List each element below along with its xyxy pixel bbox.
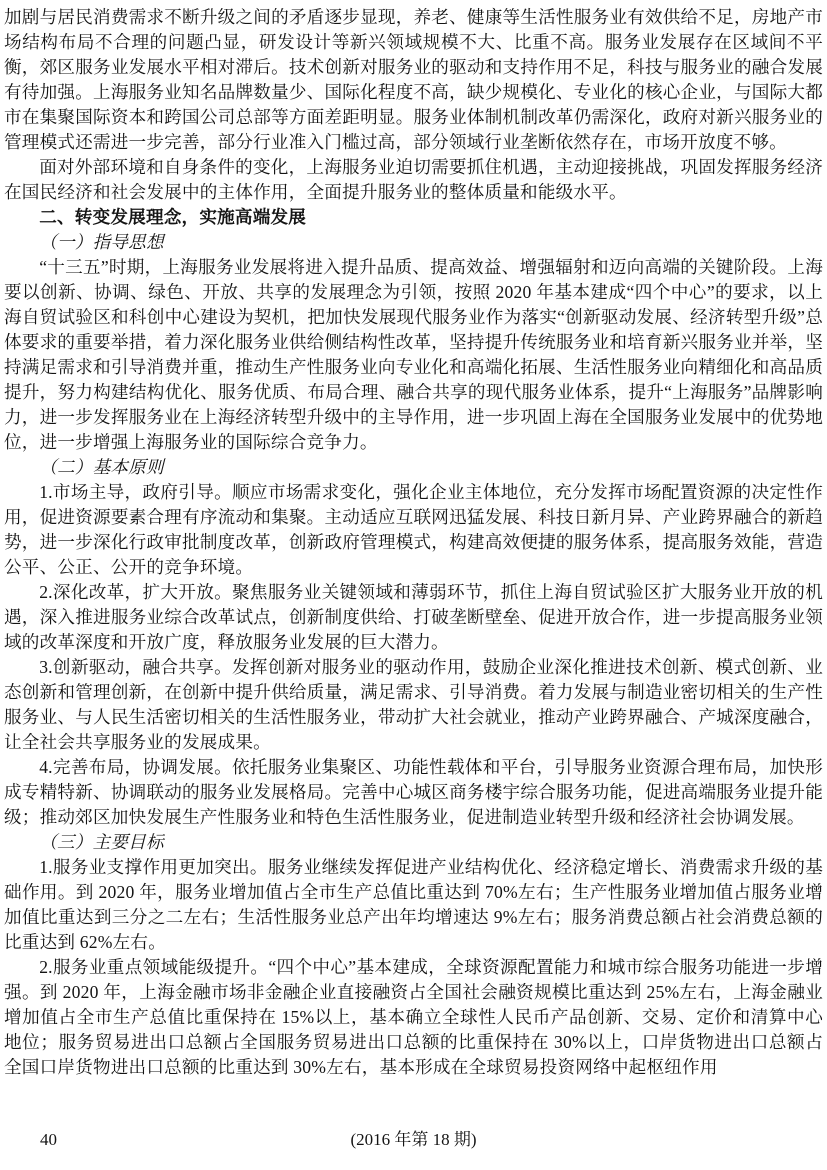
page-number: 40 — [40, 1130, 57, 1149]
subsection-heading: （二）基本原则 — [39, 457, 164, 477]
paragraph: 1.服务业支撑作用更加突出。服务业继续发挥促进产业结构优化、经济稳定增长、消费需求升级的基础作用。到 2020 年，服务业增加值占全市生产总值比重达到 70%左右；生产性服务业增加值占服务业增加值比重达到三分之二左右；生活性服务业总产出年均增速达 9%左右；服务消费总额占社会消费总额的比重达到 62%左右。 — [4, 857, 823, 952]
paragraph: 面对外部环境和自身条件的变化，上海服务业迫切需要抓住机遇，主动迎接挑战，巩固发挥服务经济在国民经济和社会发展中的主体作用，全面提升服务业的整体质量和能级水平。 — [4, 157, 823, 202]
paragraph: 3.创新驱动，融合共享。发挥创新对服务业的驱动作用，鼓励企业深化推进技术创新、模式创新、业态创新和管理创新，在创新中提升供给质量，满足需求、引导消费。着力发展与制造业密切相关的生产性服务业、与人民生活密切相关的生活性服务业，带动扩大社会就业，推动产业跨界融合、产城深度融合，让全社会共享服务业的发展成果。 — [4, 657, 823, 752]
page-footer — [0, 1127, 827, 1153]
paragraph: 4.完善布局，协调发展。依托服务业集聚区、功能性载体和平台，引导服务业资源合理布局，加快形成专精特新、协调联动的服务业发展格局。完善中心城区商务楼宇综合服务功能，促进高端服务业提升能级；推动郊区加快发展生产性服务业和特色生活性服务业，促进制造业转型升级和经济社会协调发展。 — [4, 757, 823, 827]
paragraph: 加剧与居民消费需求不断升级之间的矛盾逐步显现，养老、健康等生活性服务业有效供给不足，房地产市场结构布局不合理的问题凸显，研发设计等新兴领域规模不大、比重不高。服务业发展存在区域间不平衡，郊区服务业发展水平相对滞后。技术创新对服务业的驱动和支持作用不足，科技与服务业的融合发展有待加强。上海服务业知名品牌数量少、国际化程度不高，缺少规模化、专业化的核心企业，与国际大都市在集聚国际资本和跨国公司总部等方面差距明显。服务业体制机制改革仍需深化，政府对新兴服务业的管理模式还需进一步完善，部分行业准入门槛过高，部分领域行业垄断依然存在，市场开放度不够。 — [4, 7, 823, 152]
paragraph: 2.服务业重点领域能级提升。“四个中心”基本建成，全球资源配置能力和城市综合服务功能进一步增强。到 2020 年，上海金融市场非金融企业直接融资占全国社会融资规模比重达到 25%左右，上海金融业增加值占全市生产总值比重保持在 15%以上，基本确立全球性人民币产品创新、交易、定价和清算中心地位；服务贸易进出口总额占全国服务贸易进出口总额的比重保持在 30%以上，口岸货物进出口总额占全国口岸货物进出口总额的比重达到 30%左右，基本形成在全球贸易投资网络中起枢纽作用 — [4, 957, 823, 1077]
paragraph: 1.市场主导，政府引导。顺应市场需求变化，强化企业主体地位，充分发挥市场配置资源的决定性作用，促进资源要素合理有序流动和集聚。主动适应互联网迅猛发展、科技日新月异、产业跨界融合的新趋势，进一步深化行政审批制度改革，创新政府管理模式，构建高效便捷的服务体系，提高服务效能，营造公平、公正、公开的竞争环境。 — [4, 482, 823, 577]
subsection-heading: （一）指导思想 — [39, 232, 164, 252]
section-heading: 二、转变发展理念，实施高端发展 — [39, 207, 307, 227]
subsection-heading: （三）主要目标 — [39, 832, 164, 852]
paragraph: “十三五”时期，上海服务业发展将进入提升品质、提高效益、增强辐射和迈向高端的关键阶段。上海要以创新、协调、绿色、开放、共享的发展理念为引领，按照 2020 年基本建成“四个中心”的要求，以上海自贸试验区和科创中心建设为契机，把加快发展现代服务业作为落实“创新驱动发展、经济转型升级”总体要求的重要举措，着力深化服务业供给侧结构性改革，坚持提升传统服务业和培育新兴服务业并举，坚持满足需求和引导消费并重，推动生产性服务业向专业化和高端化拓展、生活性服务业向精细化和高品质提升，努力构建结构优化、服务优质、布局合理、融合共享的现代服务业体系，提升“上海服务”品牌影响力，进一步发挥服务业在上海经济转型升级中的主导作用，进一步巩固上海在全国服务业发展中的优势地位，进一步增强上海服务业的国际综合竞争力。 — [4, 257, 823, 452]
issue-label: (2016 年第 18 期) — [350, 1130, 477, 1149]
document-body — [4, 5, 823, 1080]
paragraph: 2.深化改革，扩大开放。聚焦服务业关键领域和薄弱环节，抓住上海自贸试验区扩大服务业开放的机遇，深入推进服务业综合改革试点，创新制度供给、打破垄断壁垒、促进开放合作，进一步提高服务业领域的改革深度和开放广度，释放服务业发展的巨大潜力。 — [4, 582, 823, 652]
